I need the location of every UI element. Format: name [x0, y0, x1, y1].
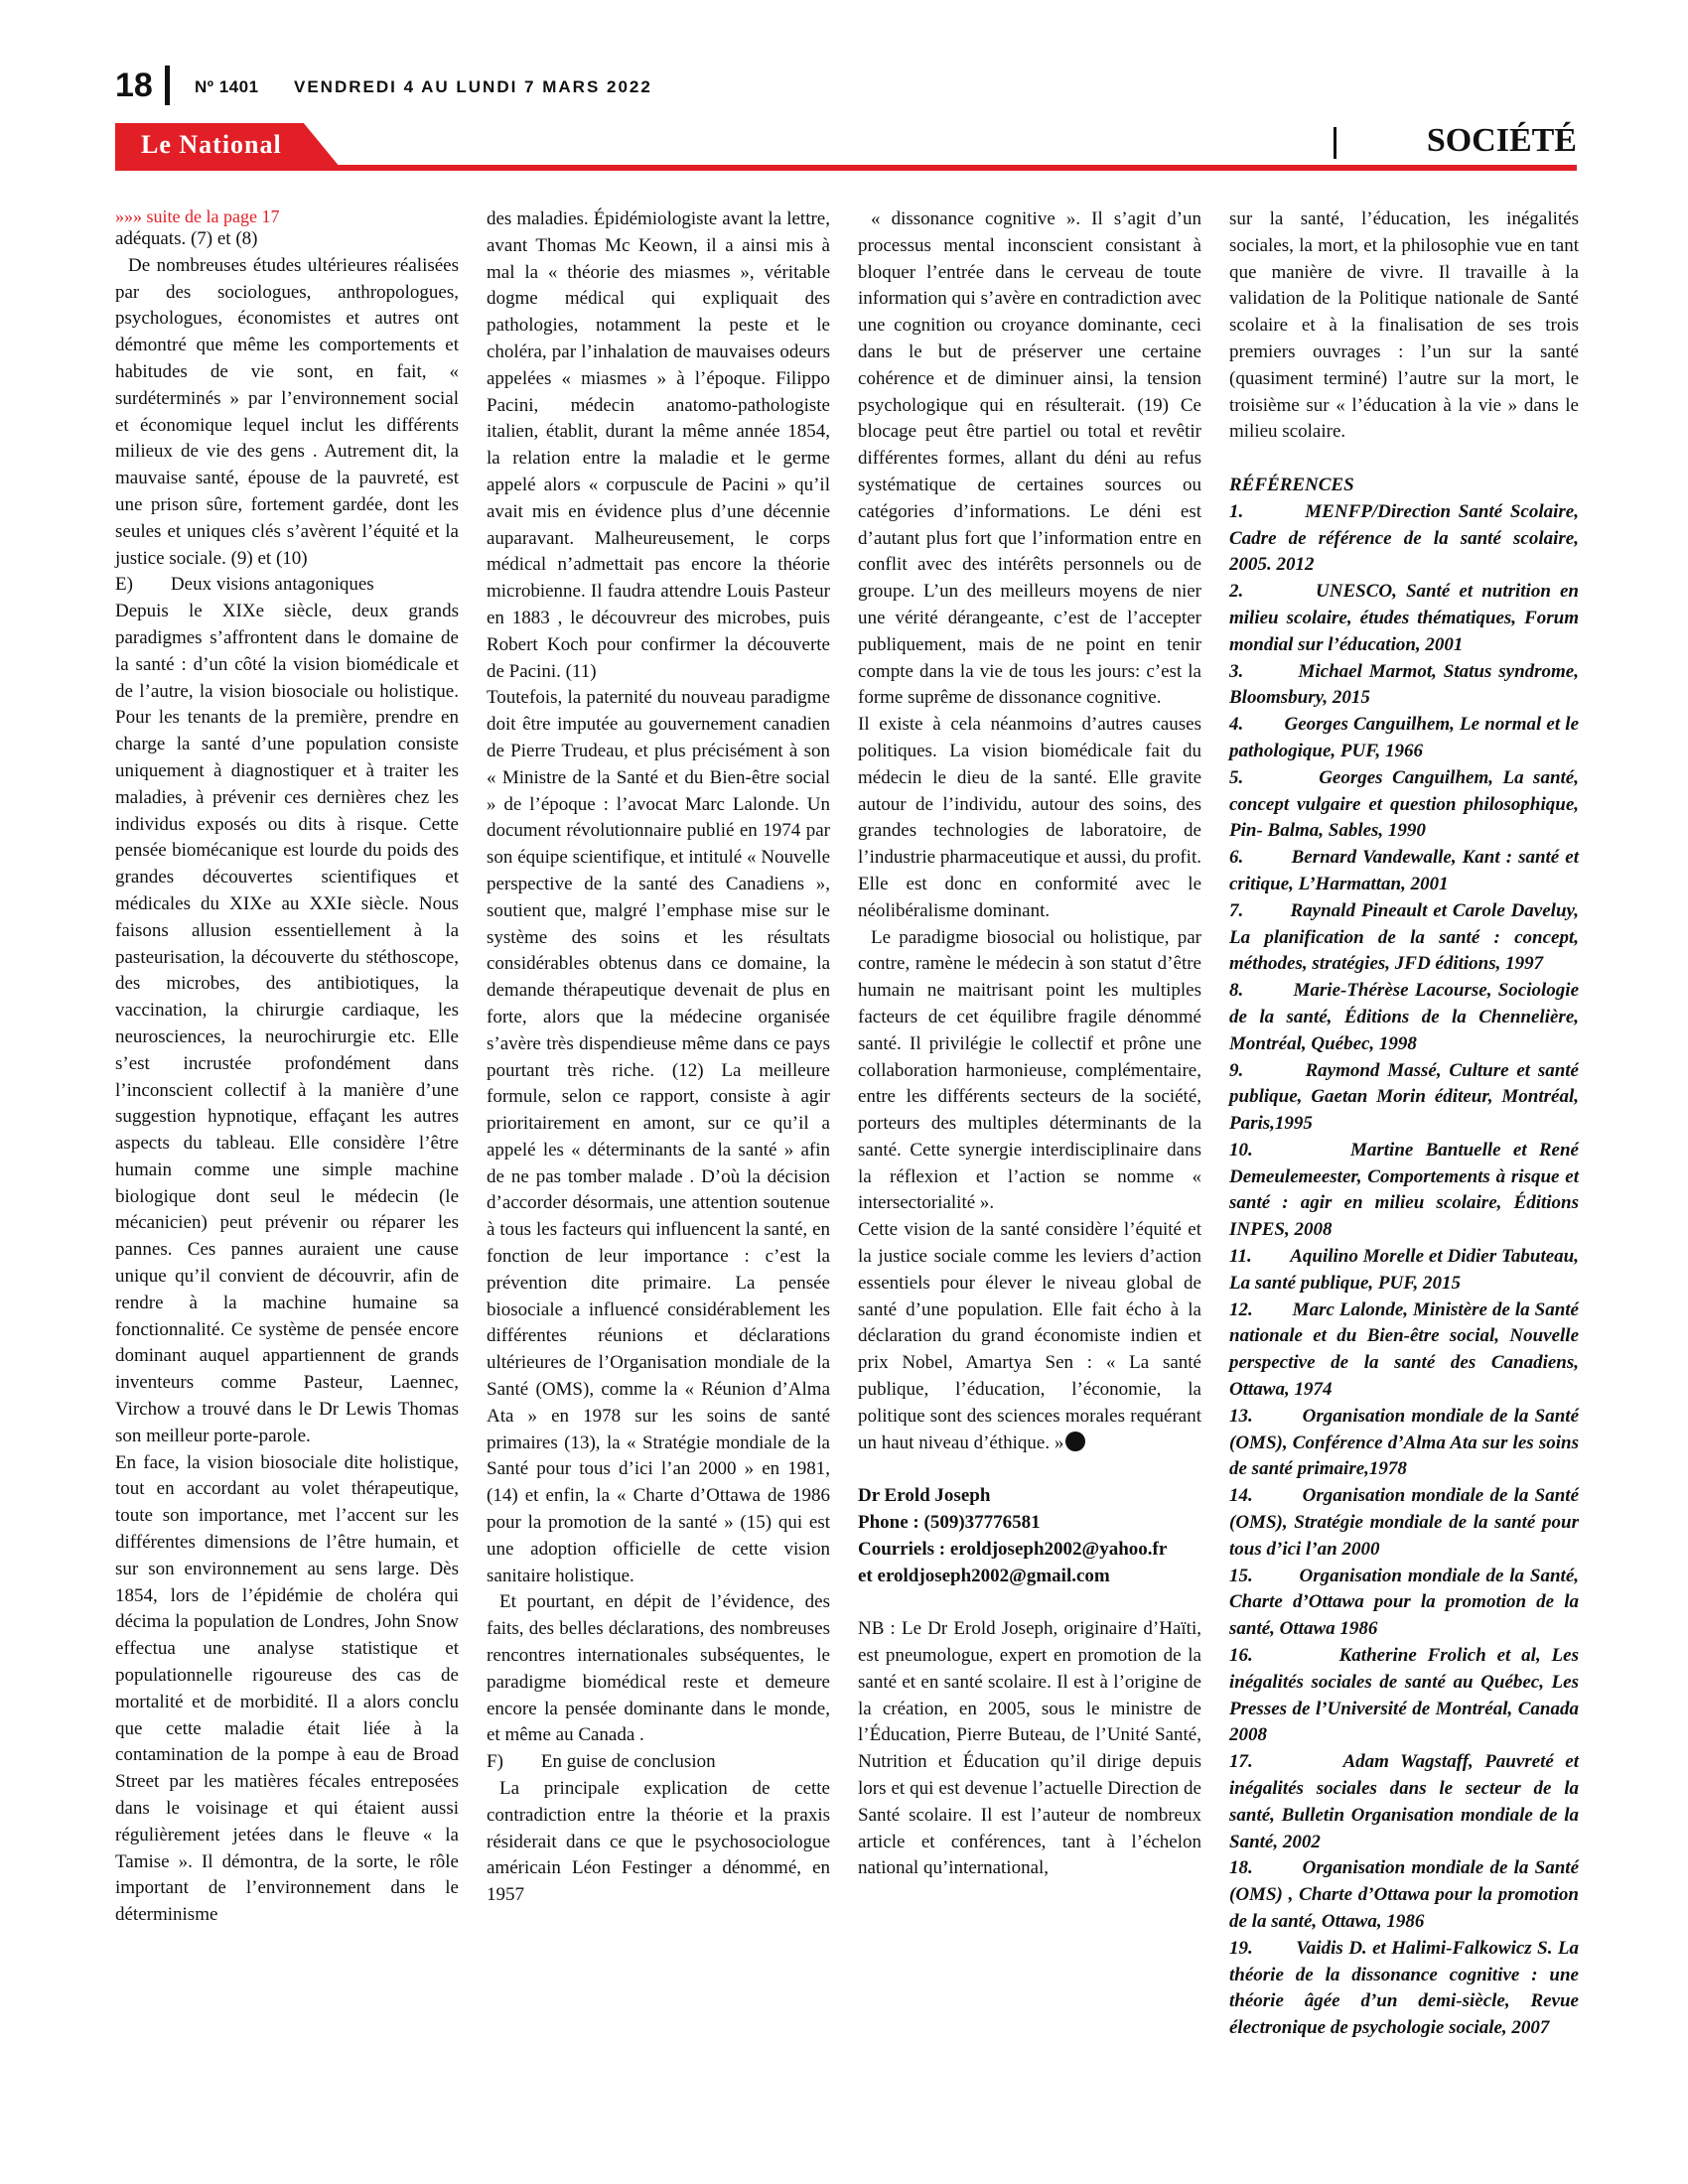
- paragraph: adéquats. (7) et (8): [115, 228, 258, 249]
- reference-item: 13. Organisation mondiale de la Santé (OMS), Conférence d’Alma Ata sur les soins de santé primaire,1978: [1229, 1405, 1584, 1480]
- article-column-1: [115, 206, 459, 1929]
- header-divider: [165, 66, 170, 105]
- page-number: 18: [115, 67, 153, 104]
- article-column-2: [487, 206, 830, 1909]
- reference-item: 14. Organisation mondiale de la Santé (OMS), Stratégie mondiale de la santé pour tous d’ici l’an 2000: [1229, 1485, 1584, 1560]
- paragraph: « dissonance cognitive ». Il s’agit d’un processus mental inconscient consistant à bloquer l’entrée dans le cerveau de toute information qui s’avère en contradiction avec une cognition ou croyance dominante, ceci dans le but de préserver une certaine cohérence et de diminuer ainsi, la tension psychologique qui en résulterait. (19) Ce blocage peut être partiel ou total et revêtir différentes formes, allant du déni au refus systématique de certaines sources ou catégories d’informations. Le déni est d’autant plus fort que l’information entre en conflit avec des intérêts personnels ou de groupe. L’un des meilleurs moyens de nier une vérité dérangeante, c’est de l’accepter publiquement, mais de ne point en tenir compte dans la vie de tous les jours: c’est la forme suprême de dissonance cognitive.: [858, 208, 1201, 709]
- paragraph: Le paradigme biosocial ou holistique, par contre, ramène le médecin à son statut d’être humain ne maitrisant point les multiples facteurs de cet équilibre fragile dénommé santé. Il privilégie le collectif et prône une collaboration harmonieuse, complémentaire, entre les différents secteurs de la société, porteurs des multiples déterminants de la santé. Cette synergie interdisciplinaire dans la réflexion et l’action se nomme « intersectorialité ».: [858, 926, 1201, 1214]
- reference-item: 10. Martine Bantuelle et René Demeulemeester, Comportements à risque et santé : agir en milieu scolaire, Éditions INPES, 2008: [1229, 1139, 1584, 1241]
- spacer: [858, 1589, 1201, 1616]
- paragraph: Depuis le XIXe siècle, deux grands paradigmes s’affrontent dans le domaine de la santé : d’un côté la vision biomédicale et de l’autre, la vision biosociale ou holistique. Pour les tenants de la première, prendre en charge la santé d’une population consiste uniquement à diagnostiquer et à traiter les maladies, à prévenir ces dernières chez les individus exposés ou dits à risque. Cette pensée biomécanique est lourde du poids des grandes découvertes scientifiques et médicales du XIXe au XXIe siècle. Nous faisons allusion essentiellement à la pasteurisation, la découverte du stéthoscope, des microbes, des antibiotiques, la vaccination, la chirurgie cardiaque, les neurosciences, la neurochirurgie etc. Elle s’est incrustée profondément dans l’inconscient collectif à la manière d’une suggestion hypnotique, effaçant les autres aspects du tableau. Elle considère l’être humain comme une simple machine biologique dont seul le médecin (le mécanicien) peut prévenir ou réparer les pannes. Ces pannes auraient une cause unique qu’il convient de découvrir, afin de rendre à la machine humaine sa fonctionnalité. Ce système de pensée encore dominant auquel appartiennent de grands inventeurs comme Pasteur, Laennec, Virchow a trouvé dans le Dr Lewis Thomas son meilleur porte-parole.: [115, 601, 459, 1446]
- reference-item: 17. Adam Wagstaff, Pauvreté et inégalités sociales dans le secteur de la santé, Bulletin Organisation mondiale de la Santé, 2002: [1229, 1751, 1584, 1852]
- paragraph: [858, 1217, 1201, 1456]
- spacer: [858, 1456, 1201, 1483]
- reference-item: 2. UNESCO, Santé et nutrition en milieu scolaire, études thématiques, Forum mondial sur l’éducation, 2001: [1229, 581, 1584, 655]
- reference-item: 11. Aquilino Morelle et Didier Tabuteau, La santé publique, PUF, 2015: [1229, 1246, 1584, 1294]
- paragraph: De nombreuses études ultérieures réalisées par des sociologues, anthropologues, psychologues, économistes et autres ont démontré que même les comportements et habitudes de vie sont, en fait, « surdéterminés » par l’environnement social et économique lequel inclut les différents milieux de vie des gens . Autrement dit, la mauvaise santé, épouse de la pauvreté, est une prison sûre, fortement gardée, dont les seules et uniques clés s’avèrent l’équité et la justice sociale. (9) et (10): [115, 254, 459, 569]
- issue-date: VENDREDI 4 AU LUNDI 7 MARS 2022: [294, 77, 652, 96]
- issue-number: Nº 1401: [195, 77, 259, 96]
- reference-item: 7. Raynald Pineault et Carole Daveluy, La planification de la santé : concept, méthodes, stratégies, JFD éditions, 1997: [1229, 899, 1584, 975]
- reference-item: 8. Marie-Thérèse Lacourse, Sociologie de la santé, Éditions de la Chenneliѐre, Montréal, Québec, 1998: [1229, 980, 1584, 1054]
- article-column-4: [1229, 206, 1584, 2042]
- reference-item: 3. Michael Marmot, Status syndrome, Bloomsbury, 2015: [1229, 660, 1584, 709]
- paragraph: Et pourtant, en dépit de l’évidence, des faits, des belles déclarations, des nombreuses rencontres internationales subséquentes, le paradigme biomédical reste et demeure encore la pensée dominante dans le monde, et même au Canada .: [487, 1591, 830, 1746]
- reference-item: 9. Raymond Massé, Culture et santé publique, Gaetan Morin éditeur, Montréal, Paris,1995: [1229, 1059, 1584, 1135]
- end-of-article-icon: [1065, 1432, 1085, 1451]
- author-phone: Phone : (509)37776581: [858, 1512, 1041, 1534]
- paragraph: Toutefois, la paternité du nouveau paradigme doit être imputée au gouvernement canadien de Pierre Trudeau, et plus précisément à son « Ministre de la Santé et du Bien-être social » de l’époque : l’avocat Marc Lalonde. Un document révolutionnaire publié en 1974 par son équipe scientifique, et intitulé « Nouvelle perspective de la santé des Canadiens », soutient que, malgré l’emphase mise sur le système des soins et les résultats considérables obtenus dans ce domaine, la demande thérapeutique devenait de plus en forte, alors que la médecine organisée s’avère très dispendieuse même dans ce pays pourtant très riche. (12) La meilleure formule, selon ce rapport, consiste à agir prioritairement en amont, sur ce qu’il a appelé les « déterminants de la santé » afin de ne pas tomber malade . D’où la décision d’accorder désormais, une attention soutenue à tous les facteurs qui influencent la santé, en fonction de leur importance : c’est la prévention dite primaire. La pensée biosociale a influencé considérablement les différentes réunions et déclarations ultérieures de l’Organisation mondiale de la Santé (OMS), comme la « Réunion d’Alma Ata » en 1978 sur les soins de santé primaires (13), la « Stratégie mondiale de la Santé pour tous d’ici l’an 2000 » en 1981, (14) et enfin, la « Charte d’Ottawa de 1986 pour la promotion de la santé » (15) qui est une adoption officielle de cette vision sanitaire holistique.: [487, 687, 830, 1586]
- references-heading: RÉFÉRENCES: [1229, 474, 1354, 495]
- reference-item: 15. Organisation mondiale de la Santé, Charte d’Ottawa pour la promotion de la santé, Ottawa 1986: [1229, 1565, 1584, 1640]
- reference-item: 4. Georges Canguilhem, Le normal et le pathologique, PUF, 1966: [1229, 714, 1584, 761]
- reference-item: 16. Katherine Frolich et al, Les inégalités sociales de santé au Québec, Les Presses de l’Université de Montréal, Canada 2008: [1229, 1645, 1584, 1746]
- reference-item: 5. Georges Canguilhem, La santé, concept vulgaire et question philosophique, Pin- Balma, Sables, 1990: [1229, 766, 1584, 842]
- brand-name: Le National: [141, 130, 282, 159]
- reference-item: 1. MENFP/Direction Santé Scolaire, Cadre de référence de la santé scolaire, 2005. 2012: [1229, 500, 1584, 576]
- paragraph: En face, la vision biosociale dite holistique, tout en accordant au volet thérapeutique, toute son importance, met l’accent sur les différentes dimensions de l’être humain, et sur son environnement au sens large. Dès 1854, lors de l’épidémie de choléra qui décima la population de Londres, John Snow effectua une analyse statistique et populationnelle rigoureuse des cas de mortalité et de morbidité. Il a alors conclu que cette maladie était liée à la contamination de la pompe à eau de Broad Street par les matières fécales entreposées dans le voisinage et qui étaient aussi régulièrement jetées dans le fleuve « la Tamise ». Il démontra, de la sorte, le rôle important de l’environnement dans le déterminisme: [115, 1451, 459, 1926]
- header-red-rule: [115, 165, 1577, 171]
- paragraph: La principale explication de cette contradiction entre la théorie et la praxis résiderait dans ce que le psychosociologue américain Léon Festinger a dénommé, en 1957: [487, 1778, 830, 1906]
- spacer: [1229, 446, 1579, 473]
- section-divider: [1334, 127, 1336, 159]
- reference-item: 19. Vaidis D. et Halimi-Falkowicz S. La théorie de la dissonance cognitive : une théorie âgée d’un demi-siècle, Revue électronique de psychologie sociale, 2007: [1229, 1937, 1584, 2039]
- reference-item: 6. Bernard Vandewalle, Kant : santé et critique, L’Harmattan, 2001: [1229, 847, 1584, 894]
- author-email[interactable]: Courriels : eroldjoseph2002@yahoo.fr: [858, 1538, 1168, 1560]
- subheading: F) En guise de conclusion: [487, 1751, 716, 1773]
- section-title: SOCIÉTÉ: [1426, 122, 1577, 159]
- subheading: E) Deux visions antagoniques: [115, 574, 374, 596]
- reference-item: 18. Organisation mondiale de la Santé (OMS) , Charte d’Ottawa pour la promotion de la santé, Ottawa, 1986: [1229, 1857, 1584, 1932]
- author-email-2[interactable]: et eroldjoseph2002@gmail.com: [858, 1565, 1110, 1586]
- author-name: Dr Erold Joseph: [858, 1485, 991, 1507]
- references-list: [1229, 499, 1584, 2042]
- paragraph: sur la santé, l’éducation, les inégalités sociales, la mort, et la philosophie vue en tant que manière de vivre. Il travaille à la validation de la Politique nationale de Santé scolaire et à la finalisation de ses trois premiers ouvrages : l’un sur la santé (quasiment terminé) l’autre sur la mort, le troisième sur « l’éducation à la vie » dans le milieu scolaire.: [1229, 208, 1579, 443]
- paragraph-text: Cette vision de la santé considère l’équité et la justice sociale comme les leviers d’action essentiels pour élever le niveau global de santé d’une population. Elle fait écho à la déclaration du grand économiste indien et prix Nobel, Amartya Sen : « La santé publique, l’éducation, l’économie, la politique sont des sciences morales requérant un haut niveau d’éthique. »: [858, 1219, 1201, 1453]
- article-column-3: [858, 206, 1201, 1882]
- author-note: NB : Le Dr Erold Joseph, originaire d’Haïti, est pneumologue, expert en promotion de la santé et en santé scolaire. Il est à l’origine de la création, en 2005, sous le ministre de l’Éducation, Pierre Buteau, de l’Unité Santé, Nutrition et Éducation qu’il dirige depuis lors et qui est devenue l’actuelle Direction de Santé scolaire. Il est l’auteur de nombreux article et conférences, tant à l’échelon national qu’international,: [858, 1618, 1201, 1879]
- reference-item: 12. Marc Lalonde, Ministѐre de la Santé nationale et du Bien-être social, Nouvelle perspective de la santé des Canadiens, Ottawa, 1974: [1229, 1298, 1584, 1401]
- paragraph: Il existe à cela néanmoins d’autres causes politiques. La vision biomédicale fait du médecin le dieu de la santé. Elle gravite autour de l’individu, autour des soins, des grandes technologies de laboratoire, de l’industrie pharmaceutique et aussi, du profit. Elle est donc en conformité avec le néolibéralisme dominant.: [858, 714, 1201, 921]
- continued-from-link[interactable]: »»» suite de la page 17: [115, 206, 280, 226]
- paragraph: des maladies. Épidémiologiste avant la lettre, avant Thomas Mc Keown, il a ainsi mis à mal la « théorie des miasmes », véritable dogme médical qui expliquait des pathologies, notamment la peste et le choléra, par l’inhalation de mauvaises odeurs appelées « miasmes » à l’époque. Filippo Pacini, médecin anatomo-pathologiste italien, établit, durant la même année 1854, la relation entre la maladie et le germe appelé alors « corpuscule de Pacini » qu’il avait mis en évidence plus d’une décennie auparavant. Malheureusement, le corps médical n’admettait pas encore la théorie microbienne. Il faudra attendre Louis Pasteur en 1883 , le découvreur des microbes, puis Robert Koch pour confirmer la découverte de Pacini. (11): [487, 208, 830, 682]
